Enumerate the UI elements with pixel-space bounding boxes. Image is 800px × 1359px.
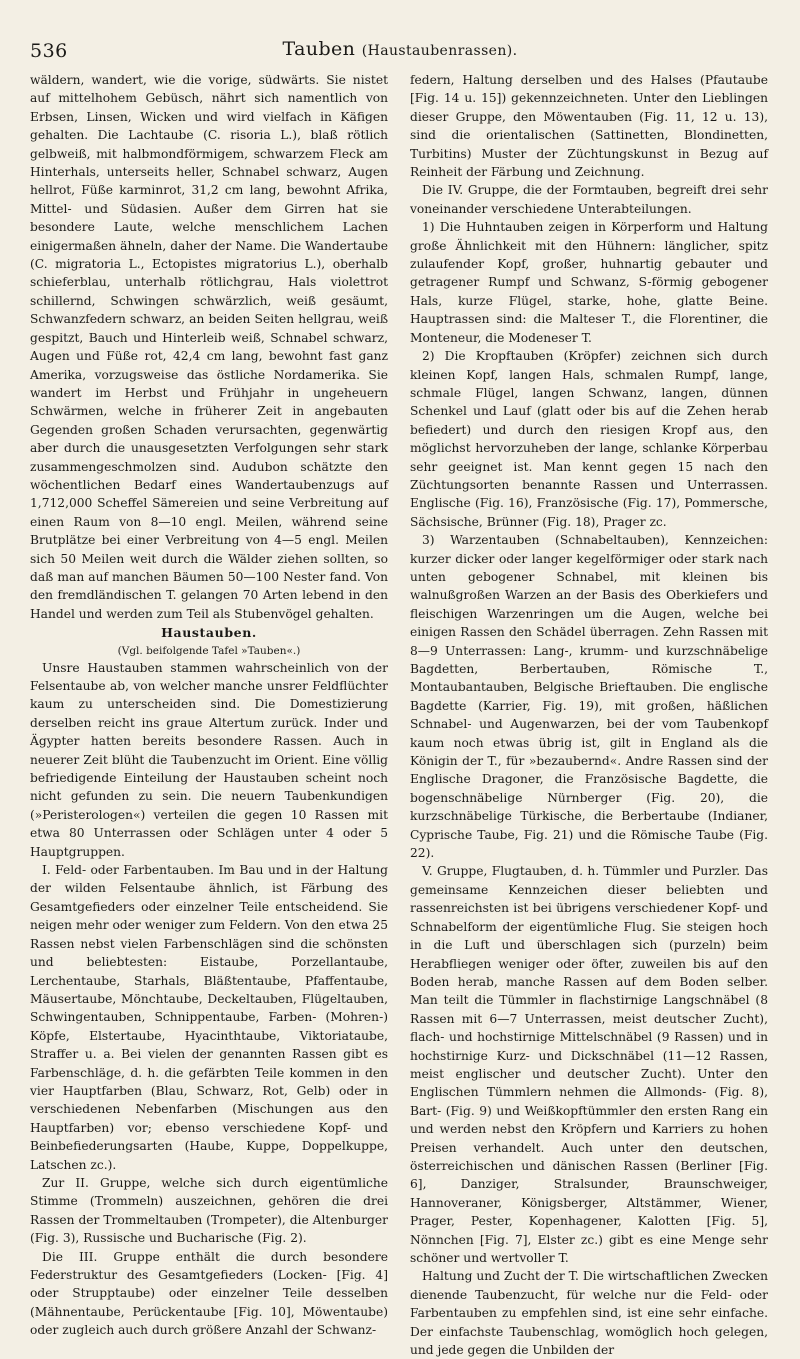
paragraph-haltung-und-zucht: Haltung und Zucht der T. Die wirtschaftlichen Zwecken dienende Taubenzucht, für welche nur die Feld- oder Farbentauben zu empfehlen sind, ist eine sehr einfache. Der einfachste Taubenschlag, womöglich hoch gelegen, und jede gegen die Unbilden der: [410, 1269, 768, 1358]
paragraph-huhntauben: 1) Die Huhntauben zeigen in Körperform und Haltung große Ähnlichkeit mit den Hühnern: länglicher, spitz zulaufender Kopf, großer, huhnartig gebauter und getragener Rumpf und Schwanz, S-förmig gebogener Hals, kurze Flügel, starke, hohe, glatte Beine. Hauptrassen sind: die Malteser T., die Florentiner, die Monteneur, die Modeneser T.: [410, 220, 768, 345]
paragraph-group-2-trommeltauben: Zur II. Gruppe, welche sich durch eigentümliche Stimme (Trommeln) auszeichnen, gehören die drei Rassen der Trommeltauben (Trompeter), die Altenburger (Fig. 3), Russische und Bucharische (Fig. 2).: [30, 1175, 388, 1246]
paragraph-group-1-feldtauben: I. Feld- oder Farbentauben. Im Bau und in der Haltung der wilden Felsentaube ähnlich, ist Färbung des Gesamtgefieders oder einzelner Teile entscheidend. Sie neigen mehr oder weniger zum Feldern. Von den etwa 25 Rassen nebst vielen Farbenschlägen sind die schönsten und beliebtesten: Eistaube, Porzellantaube, Lerchentaube, Starhals, Bläßtentaube, Pfaffentaube, Mäusertaube, Mönchtaube, Deckeltauben, Flügeltauben, Schwingentauben, Schnippentaube, Farben- (Mohren-) Köpfe, Elstertaube, Hyacinthtaube, Viktoriataube, Straffer u. a. Bei vielen der genannten Rassen gibt es Farbenschläge, d. h. die gefärbten Teile kommen in den vier Hauptfarben (Blau, Schwarz, Rot, Gelb) oder in verschiedenen Nebenfarben (Mischungen aus den Hauptfarben) vor; ebenso verschiedene Kopf- und Beinbefiederungsarten (Haube, Kuppe, Doppelkuppe, Latschen zc.).: [30, 863, 388, 1172]
plate-reference-note: (Vgl. beifolgende Tafel »Tauben«.): [117, 644, 301, 657]
page-header: [0, 0, 800, 68]
paragraph-lachtaube-wandertaube: wäldern, wandert, wie die vorige, südwärts. Sie nistet auf mittelhohem Gebüsch, nährt sich namentlich von Erbsen, Linsen, Wicken und wird vielfach in Käfigen gehalten. Die Lachtaube (C. risoria L.), blaß rötlich gelbweiß, mit halbmondförmigem, schwarzem Fleck am Hinterhals, unterseits heller, Schnabel schwarz, Augen hellrot, Füße karminrot, 31,2 cm lang, bewohnt Afrika, Mittel- und Südasien. Außer dem Girren hat sie besondere Laute, welche menschlichem Lachen einigermaßen ähneln, daher der Name. Die Wandertaube (C. migratoria L., Ectopistes migratorius L.), oberhalb schieferblau, unterhalb rötlichgrau, Hals violettrot schillernd, Schwingen schwärzlich, weiß gesäumt, Schwanzfedern schwarz, an beiden Seiten hellgrau, weiß gespitzt, Bauch und Hinterleib weiß, Schnabel schwarz, Augen und Füße rot, 42,4 cm lang, bewohnt fast ganz Amerika, vorzugsweise das östliche Nordamerika. Sie wandert im Herbst und Frühjahr in ungeheuern Schwärmen, welche in früherer Zeit in angebauten Gegenden großen Schaden verursachten, gegenwärtig aber durch die unausgesetzten Verfolgungen sehr stark zusammengeschmolzen sind. Audubon schätzte den wöchentlichen Bedarf eines Wandertaubenzugs auf 1,712,000 Scheffel Sämereien und seine Verbreitung auf einen Raum von 8—10 engl. Meilen, während seine Brutplätze bei einer Verbreitung von 4—5 engl. Meilen sich 50 Meilen weit durch die Wälder ziehen sollten, so daß man auf manchen Bäumen 50—100 Nester fand. Von den fremdländischen T. gelangen 70 Arten lebend in den Handel und werden zum Teil als Stubenvögel gehalten.: [30, 73, 388, 621]
page-number: 536: [30, 40, 68, 62]
running-head-title: Tauben: [282, 38, 356, 60]
paragraph-group-4-formtauben: Die IV. Gruppe, die der Formtauben, begreift drei sehr voneinander verschiedene Unterabteilungen.: [410, 183, 768, 216]
paragraph-group-3-continued: federn, Haltung derselben und des Halses (Pfautaube [Fig. 14 u. 15]) gekennzeichneten. Unter den Lieblingen dieser Gruppe, den Möwentauben (Fig. 11, 12 u. 13), sind die orientalischen (Sattinetten, Blondinetten, Turbitins) Muster der Züchtungskunst in Bezug auf Reinheit der Färbung und Zeichnung.: [410, 73, 768, 180]
paragraph-group-3-federstruktur: Die III. Gruppe enthält die durch besondere Federstruktur des Gesamtgefieders (Locken- [Fig. 4] oder Strupptaube) oder einzelner Teile desselben (Mähnentaube, Perückentaube [Fig. 10], Möwentaube) oder zugleich auch durch größere Anzahl der Schwanz-: [30, 1249, 388, 1338]
paragraph-haustauben-intro: Unsre Haustauben stammen wahrscheinlich von der Felsentaube ab, von welcher manche unsrer Feldflüchter kaum zu unterscheiden sind. Die Domestizierung derselben reicht ins graue Altertum zurück. Inder und Ägypter hatten bereits besondere Rassen. Auch in neuerer Zeit blüht die Taubenzucht im Orient. Eine völlig befriedigende Einteilung der Haustauben scheint noch nicht gefunden zu sein. Die neuern Taubenkundigen (»Peristerologen«) verteilen die gegen 10 Rassen mit etwa 80 Unterrassen oder Schlägen unter 4 oder 5 Hauptgruppen.: [30, 660, 388, 859]
paragraph-warzentauben: 3) Warzentauben (Schnabeltauben), Kennzeichen: kurzer dicker oder langer kegelförmiger oder stark nach unten gebogener Schnabel, mit kleinen bis walnußgroßen Warzen an der Basis des Oberkiefers und fleischigen Warzenringen um die Augen, welche bei einigen Rassen den Schädel überragen. Zehn Rassen mit 8—9 Unterrassen: Lang-, krumm- und kurzschnäbelige Bagdetten, Berbertauben, Römische T., Montaubantauben, Belgische Brieftauben. Die englische Bagdette (Karrier, Fig. 19), mit großen, häßlichen Schnabel- und Augenwarzen, bei der vom Taubenkopf kaum noch etwas übrig ist, gilt in England als die Königin der T., für »bezaubernd«. Andre Rassen sind der Englische Dragoner, die Französische Bagdette, die bogenschnäbelige Nürnberger (Fig. 20), die kurzschnäbelige Türkische, die Berbertaube (Indianer, Cyprische Taube, Fig. 21) und die Römische Taube (Fig. 22).: [410, 533, 768, 861]
running-head-subtitle: (Haustaubenrassen).: [361, 43, 518, 59]
left-column: [30, 71, 388, 1338]
running-head: [0, 38, 800, 60]
section-heading-haustauben: Haustauben.: [161, 625, 257, 641]
paragraph-group-5-flugtauben: V. Gruppe, Flugtauben, d. h. Tümmler und Purzler. Das gemeinsame Kennzeichen dieser beliebten und rassenreichsten ist bei übrigens verschiedener Kopf- und Schnabelform der eigentümliche Flug. Sie steigen hoch in die Luft und überschlagen sich (purzeln) beim Herabfliegen weniger oder öfter, zuweilen bis auf den Boden herab, manche Rassen auf dem Boden selber. Man teilt die Tümmler in flachstirnige Langschnäbel (8 Rassen mit 6—7 Unterrassen, meist deutscher Zucht), flach- und hochstirnige Mittelschnäbel (9 Rassen) und in hochstirnige Kurz- und Dickschnäbel (11—12 Rassen, meist englischer und deutscher Zucht). Unter den Englischen Tümmlern nehmen die Allmonds- (Fig. 8), Bart- (Fig. 9) und Weißkopftümmler den ersten Rang ein und werden nebst den Kröpfern und Karriers zu hohen Preisen verhandelt. Auch unter den deutschen, österreichischen und dänischen Rassen (Berliner [Fig. 6], Danziger, Stralsunder, Braunschweiger, Hannoveraner, Königsberger, Altstämmer, Wiener, Prager, Pester, Kopenhagener, Kalotten [Fig. 5], Nönnchen [Fig. 7], Elster zc.) gibt es eine Menge sehr schöner und wertvoller T.: [410, 864, 768, 1265]
paragraph-kropftauben: 2) Die Kropftauben (Kröpfer) zeichnen sich durch kleinen Kopf, langen Hals, schmalen Rumpf, lange, schmale Flügel, langen Schwanz, langen, dünnen Schenkel und Lauf (glatt oder bis auf die Zehen herab befiedert) und durch den riesigen Kropf aus, den möglichst hervorzuheben der lange, schlanke Körperbau sehr geeignet ist. Man kennt gegen 15 nach den Züchtungsorten benannte Rassen und Unterrassen. Englische (Fig. 16), Französische (Fig. 17), Pommersche, Sächsische, Brünner (Fig. 18), Prager zc.: [410, 349, 768, 529]
right-column: [410, 71, 768, 1358]
